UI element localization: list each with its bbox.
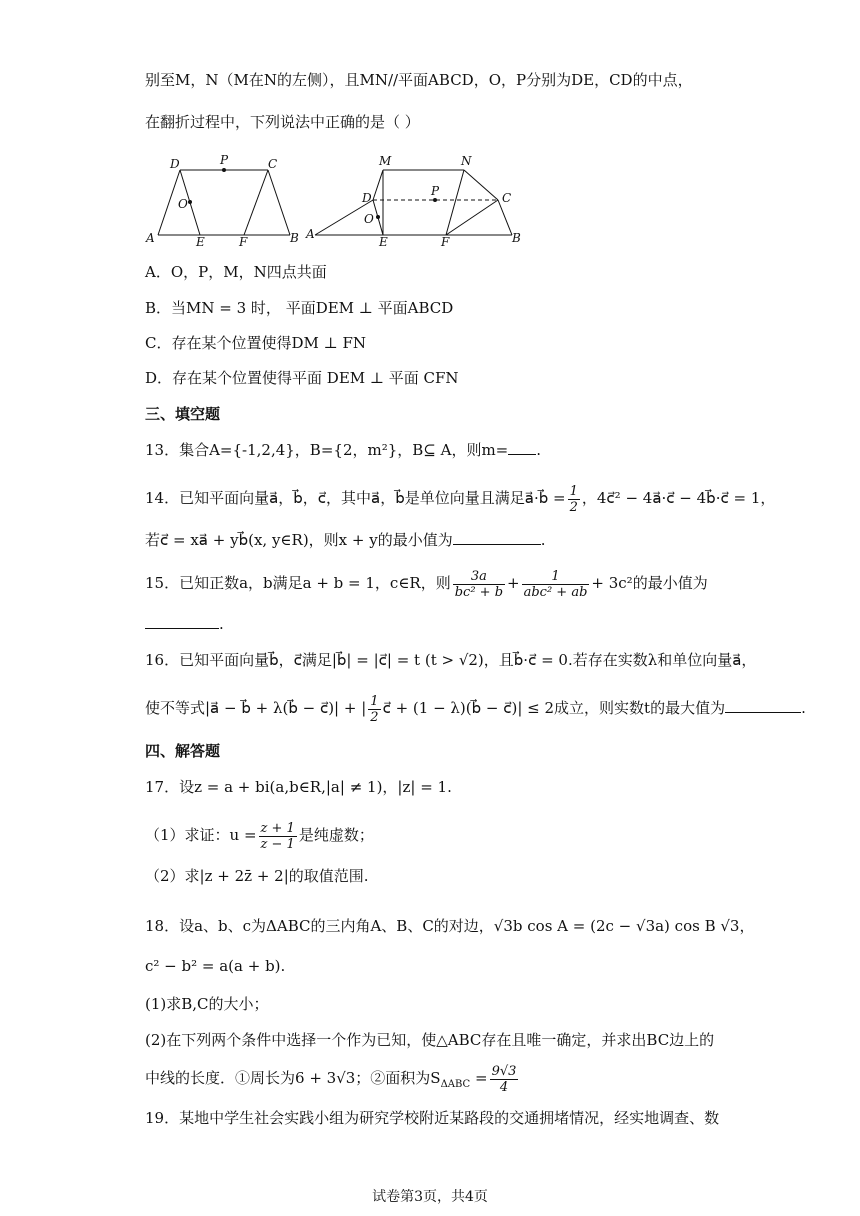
option-b: B．当MN = 3 时， 平面DEM ⊥ 平面ABCD <box>145 299 454 317</box>
question-17-part-1 <box>145 815 374 855</box>
question-14-text-b: ，4c⃗² − 4a⃗·c⃗ − 4b⃗·c⃗ = 1， <box>581 489 776 507</box>
fraction-numerator: 1 <box>370 693 379 709</box>
question-16-answer-blank[interactable] <box>725 698 801 713</box>
question-16-fraction <box>368 694 380 725</box>
question-16-text-a: 使不等式|a⃗ − b⃗ + λ(b⃗ − c⃗)| + | <box>145 699 367 717</box>
question-15-line-1 <box>145 563 708 603</box>
label-right-C: C <box>502 191 512 205</box>
label-right-N: N <box>461 154 472 168</box>
question-14-line-1 <box>145 478 775 518</box>
question-15-answer-blank[interactable] <box>145 614 219 629</box>
question-18-fraction <box>490 1064 519 1095</box>
area-subscript: ΔABC <box>440 1079 471 1090</box>
label-left-A: A <box>146 231 155 245</box>
geometry-figure <box>140 150 540 250</box>
equals-sign: = <box>470 1069 488 1087</box>
question-14-line-2 <box>145 530 546 550</box>
fraction-denominator: bc² + b <box>454 584 504 600</box>
option-a: A．O，P，M，N四点共面 <box>145 263 327 281</box>
label-right-A: A <box>306 227 315 241</box>
label-right-B: B <box>512 231 521 245</box>
label-left-P: P <box>220 153 229 167</box>
question-18-part-1: (1)求B,C的大小； <box>145 995 269 1013</box>
fraction-numerator: 9√3 <box>491 1063 517 1079</box>
question-17-text-a: （1）求证：u = <box>145 826 257 844</box>
question-16-line-1: 16．已知平面向量b⃗，c⃗满足|b⃗| = |c⃗| = t (t > √2)，且b⃗·c⃗ = 0.若存在实数λ和单位向量a⃗， <box>145 651 757 669</box>
label-right-D: D <box>362 191 372 205</box>
question-19-line-1: 19．某地中学生社会实践小组为研究学校附近某路段的交通拥堵情况，经实地调查、数 <box>145 1109 720 1127</box>
question-18-text-a: 中线的长度．①周长为6 + 3√3；②面积为S <box>145 1069 441 1087</box>
question-12-stem-line-1: 别至M，N（M在N的左侧），且MN//平面ABCD，O，P分别为DE，CD的中点， <box>145 71 693 89</box>
question-14-answer-blank[interactable] <box>453 530 541 545</box>
label-right-E: E <box>379 235 388 249</box>
question-15-fraction-2 <box>522 569 590 600</box>
question-15-fraction-1 <box>453 569 505 600</box>
label-left-E: E <box>196 235 205 249</box>
question-18-part-2-line-2 <box>145 1058 520 1098</box>
left-trapezoid-figure <box>145 153 299 249</box>
fraction-numerator: z + 1 <box>260 820 295 836</box>
question-16-text-b: c⃗ + (1 − λ)(b⃗ − c⃗)| ≤ 2成立，则实数t的最大值为 <box>382 699 726 717</box>
question-14-end: . <box>540 531 546 549</box>
section-fill-in-heading: 三、填空题 <box>145 405 221 423</box>
label-left-B: B <box>290 231 299 245</box>
question-13-end: . <box>536 441 542 459</box>
question-16-line-2 <box>145 688 806 728</box>
question-15-line-2 <box>145 614 224 634</box>
fraction-denominator: 4 <box>490 1079 519 1095</box>
question-13-answer-blank[interactable] <box>508 440 536 455</box>
label-right-P: P <box>431 184 440 198</box>
label-left-O: O <box>178 197 188 211</box>
question-12-stem-line-2: 在翻折过程中，下列说法中正确的是（ ） <box>145 113 420 131</box>
label-right-O: O <box>364 212 374 226</box>
question-16-end: . <box>801 699 806 717</box>
label-left-D: D <box>170 157 180 171</box>
option-c: C．存在某个位置使得DM ⊥ FN <box>145 334 367 352</box>
question-18-line-1: 18．设a、b、c为ΔABC的三内角A、B、C的对边，√3b cos A = (2c − √3a) cos B √3， <box>145 917 755 935</box>
fraction-numerator: 1 <box>551 568 560 584</box>
question-17-text-b: 是纯虚数； <box>298 826 374 844</box>
question-15-text-b: + 3c²的最小值为 <box>591 574 708 592</box>
question-15-text-a: 15．已知正数a，b满足a + b = 1，c∈R，则 <box>145 574 451 592</box>
option-d: D．存在某个位置使得平面 DEM ⊥ 平面 CFN <box>145 369 459 387</box>
section-solution-heading: 四、解答题 <box>145 742 221 760</box>
question-17-line-1: 17．设z = a + bi(a,b∈R,|a| ≠ 1)，|z| = 1. <box>145 778 452 796</box>
label-left-F: F <box>239 235 248 249</box>
page-footer: 试卷第3页，共4页 <box>372 1189 488 1205</box>
fraction-numerator: 3a <box>470 568 487 584</box>
label-right-M: M <box>379 154 392 168</box>
question-18-part-2: (2)在下列两个条件中选择一个作为已知，使△ABC存在且唯一确定，并求出BC边上的 <box>145 1031 715 1049</box>
question-18-line-2: c² − b² = a(a + b). <box>145 957 286 975</box>
fraction-denominator: 2 <box>370 709 379 725</box>
question-13 <box>145 440 541 460</box>
fraction-denominator: abc² + ab <box>523 584 588 600</box>
question-15-end: . <box>219 615 224 633</box>
label-right-F: F <box>441 235 450 249</box>
question-13-text: 13．集合A={-1,2,4}，B={2，m²}，B⊆ A，则m= <box>145 441 509 459</box>
question-17-part-2: （2）求|z + 2z̄ + 2|的取值范围. <box>145 867 369 885</box>
fraction-numerator: 1 <box>569 483 578 499</box>
question-17-fraction <box>259 821 297 852</box>
plus-sign: + <box>507 574 520 592</box>
question-14-text-c: 若c⃗ = xa⃗ + yb⃗(x, y∈R)，则x + y的最小值为 <box>145 531 453 549</box>
question-14-fraction <box>568 484 580 515</box>
fraction-denominator: z − 1 <box>260 836 295 852</box>
question-14-text-a: 14．已知平面向量a⃗，b⃗，c⃗，其中a⃗，b⃗是单位向量且满足a⃗·b⃗ = <box>145 489 566 507</box>
label-left-C: C <box>268 157 278 171</box>
right-folded-figure <box>305 154 521 249</box>
fraction-denominator: 2 <box>569 499 578 515</box>
